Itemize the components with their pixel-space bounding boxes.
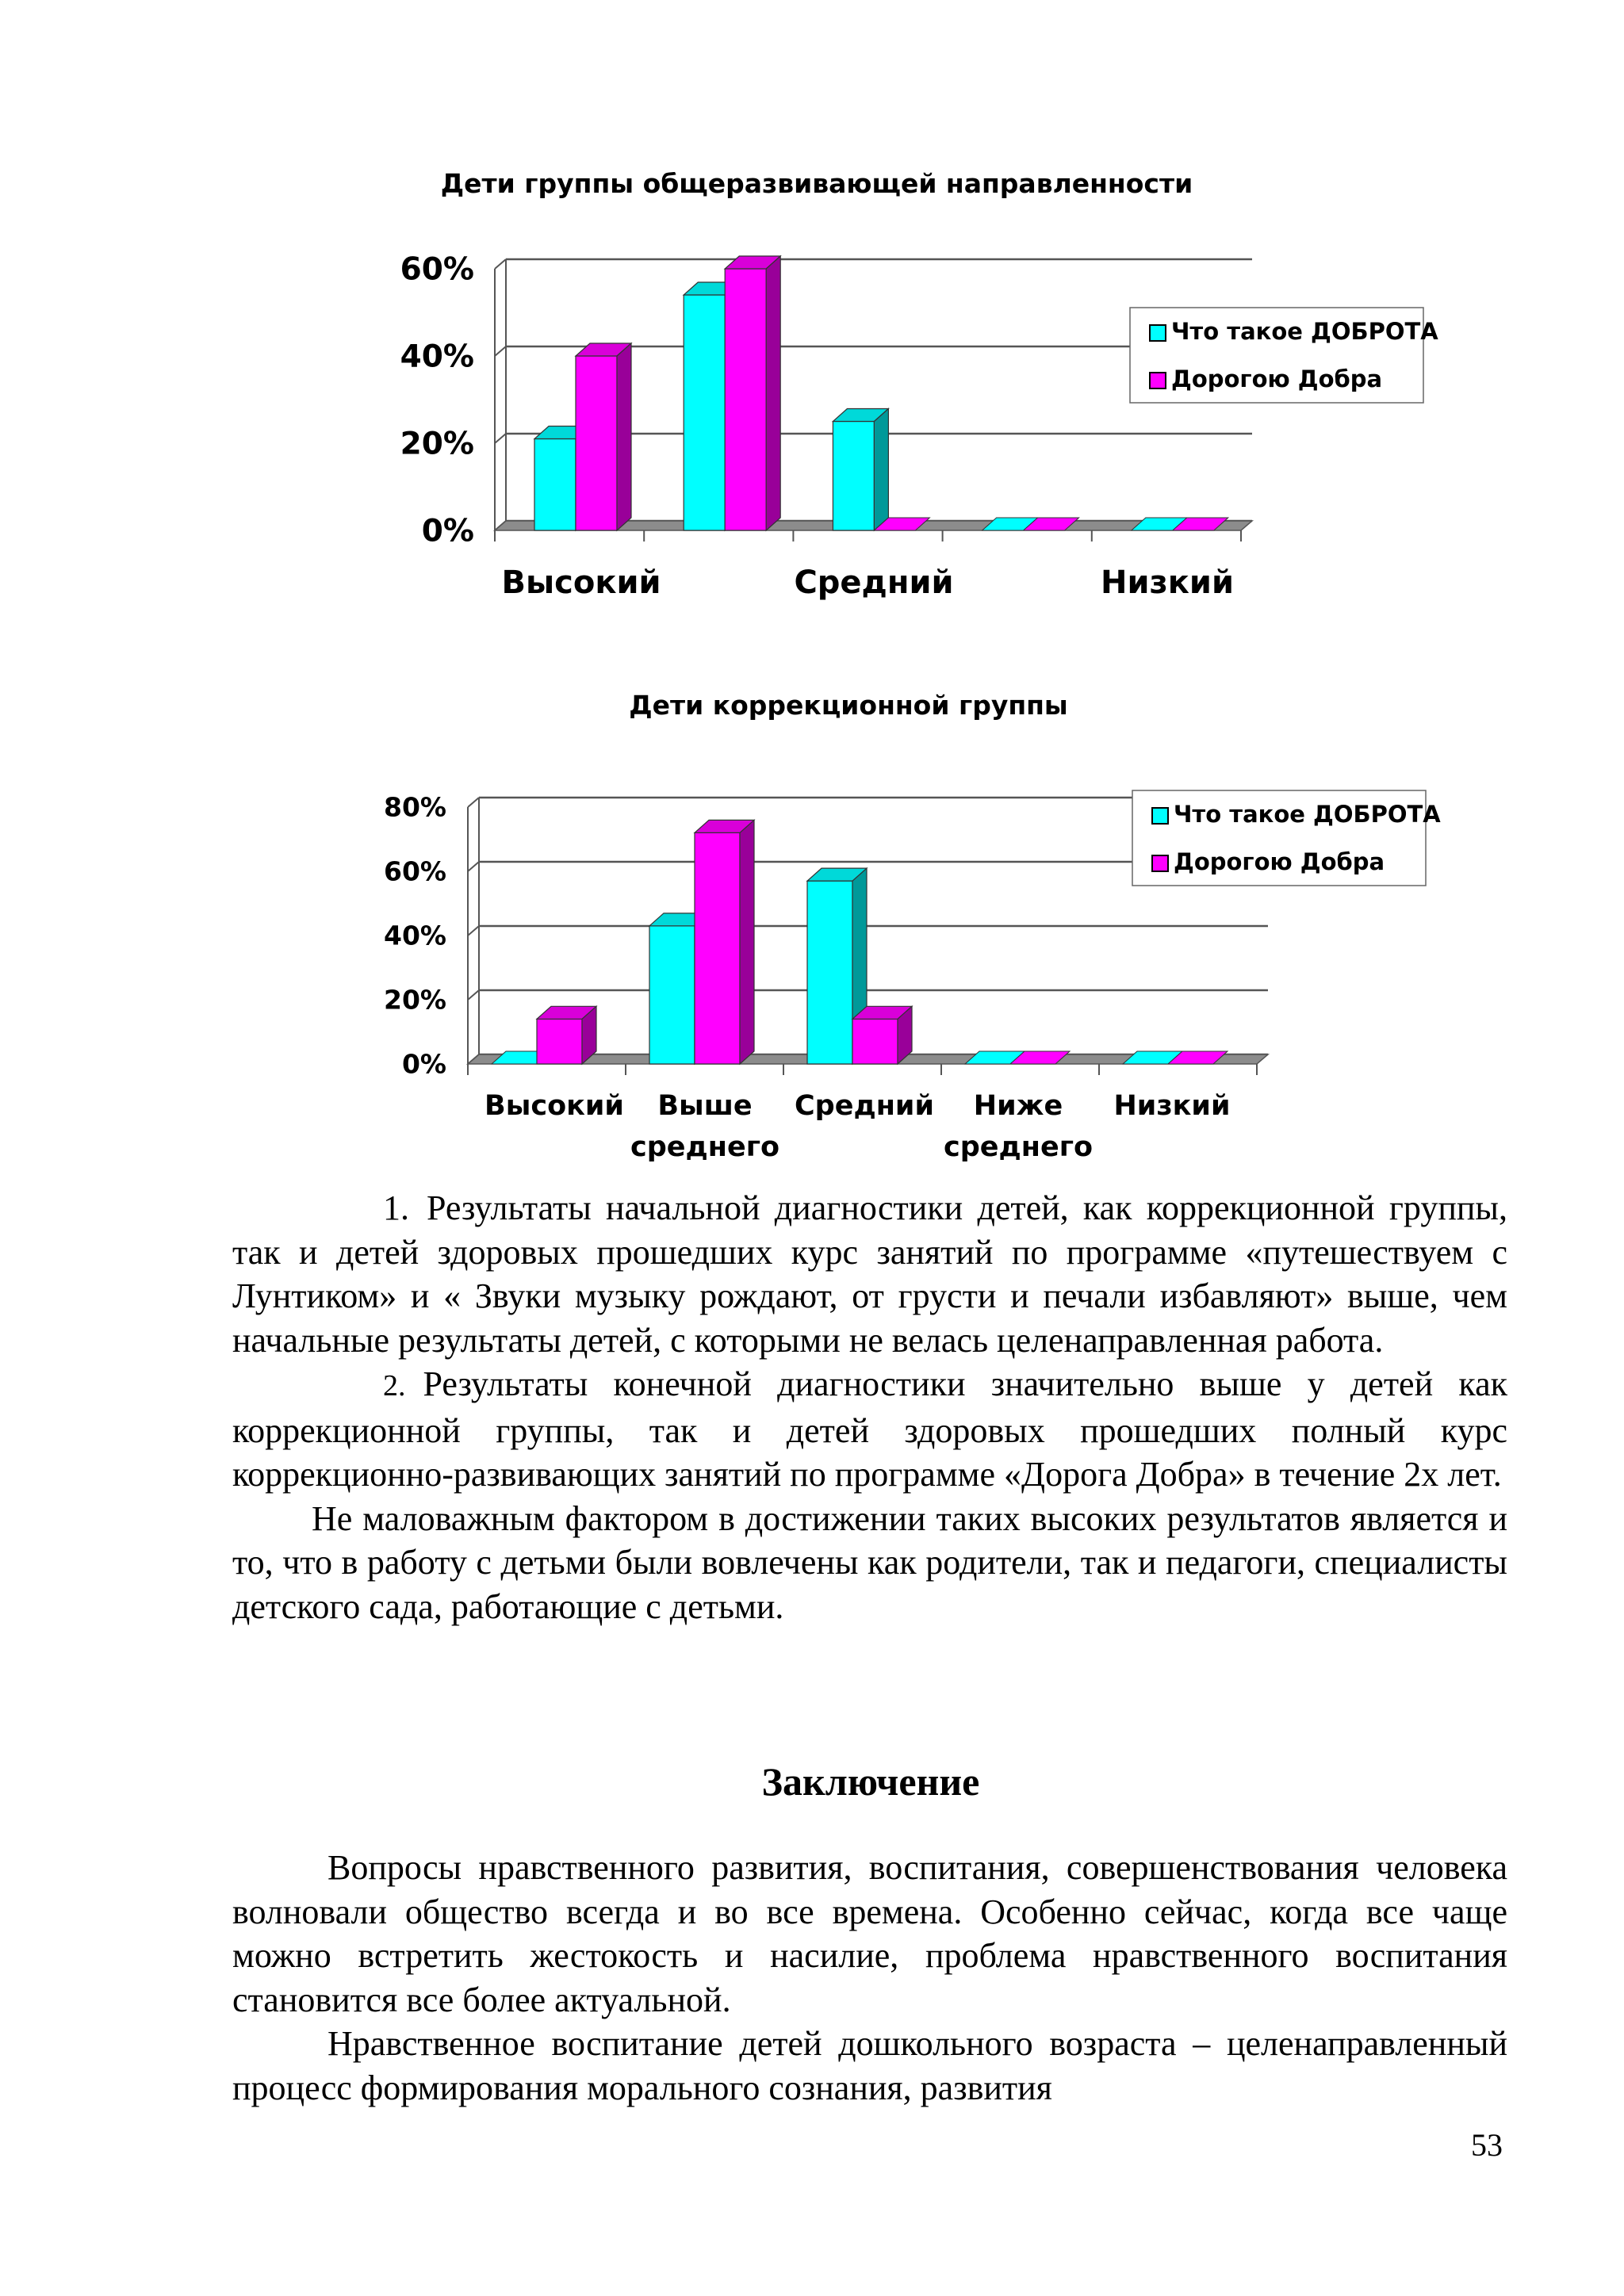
conclusion-text <box>232 1846 1507 2110</box>
result-item-1: 1. Результаты начальной диагностики детей, как коррекционной группы, так и детей здоровых прошедших курс занятий по программе «путешествуем с Лунтиком» и « Звуки музыку рождают, от грусти и печали избавляют» выше, чем начальные результаты детей, с которыми не велась целенаправленная работа. <box>232 1186 1507 1362</box>
y-tick-label: 60% <box>400 251 474 288</box>
gridline-diagonal <box>468 862 479 871</box>
bar-dobra-0 <box>537 1006 596 1064</box>
x-category-label: Выше <box>657 1090 753 1122</box>
gridline-diagonal <box>468 990 479 1000</box>
x-category-label: среднего <box>630 1131 780 1163</box>
x-category-label: Ниже <box>973 1090 1063 1122</box>
item-number: 1. <box>383 1188 409 1227</box>
x-category-label: Средний <box>795 1090 934 1122</box>
y-tick-label: 60% <box>384 855 446 887</box>
section-heading: Заключение <box>761 1759 980 1804</box>
x-category-label: среднего <box>943 1131 1094 1163</box>
y-tick-label: 40% <box>400 339 474 375</box>
paragraph: Не маловажным фактором в достижении таких высоких результатов является и то, что в работу с детьми были вовлечены как родители, так и педагоги, специалисты детского сада, работающие с детьми. <box>232 1498 1507 1626</box>
legend-label: Что такое ДОБРОТА <box>1171 318 1438 345</box>
item-number: 2. <box>383 1369 406 1402</box>
y-tick-label: 40% <box>384 920 446 951</box>
legend-swatch <box>1152 808 1168 824</box>
y-tick-label: 0% <box>401 1048 446 1080</box>
chart2-title: Дети коррекционной группы <box>629 690 1068 721</box>
page-number: 53 <box>1471 2127 1503 2163</box>
paragraph: Вопросы нравственного развития, воспитания, совершенствования человека волновали общество всегда и во все времена. Особенно сейчас, когда все чаще можно встретить жестокость и насилие, проблема нравственного воспитания становится все более актуальной. <box>232 1848 1507 2019</box>
legend-label: Дорогою Добра <box>1171 365 1383 392</box>
legend-label: Что такое ДОБРОТА <box>1174 801 1441 828</box>
x-category-label: Средний <box>794 564 954 601</box>
x-category-label: Низкий <box>1101 564 1234 601</box>
x-category-label: Высокий <box>501 564 661 601</box>
y-tick-label: 0% <box>421 513 474 549</box>
result-item-2: 2. Результаты конечной диагностики значительно выше у детей как коррекционной группы, так и детей здоровых прошедших полный курс коррекционно-развивающих занятий по программе «Дорога Добра» в течение 2х лет. <box>232 1364 1507 1494</box>
gridline-diagonal <box>468 798 479 807</box>
paragraph: Нравственное воспитание детей дошкольного возраста – целенаправленный процесс формирования морального сознания, развития <box>232 2024 1507 2107</box>
chart1-title: Дети группы общеразвивающей направленности <box>440 168 1193 199</box>
y-tick-label: 80% <box>384 791 446 823</box>
bar-dobra-1 <box>695 820 754 1064</box>
y-tick-label: 20% <box>384 984 446 1016</box>
y-tick-label: 20% <box>400 426 474 462</box>
legend-label: Дорогою Добра <box>1174 848 1385 875</box>
results-text <box>232 1186 1507 1628</box>
x-category-label: Низкий <box>1113 1090 1231 1122</box>
x-category-label: Высокий <box>485 1090 624 1122</box>
legend-swatch <box>1152 855 1168 871</box>
bar-dobra-2 <box>852 1006 912 1064</box>
gridline-diagonal <box>468 926 479 936</box>
